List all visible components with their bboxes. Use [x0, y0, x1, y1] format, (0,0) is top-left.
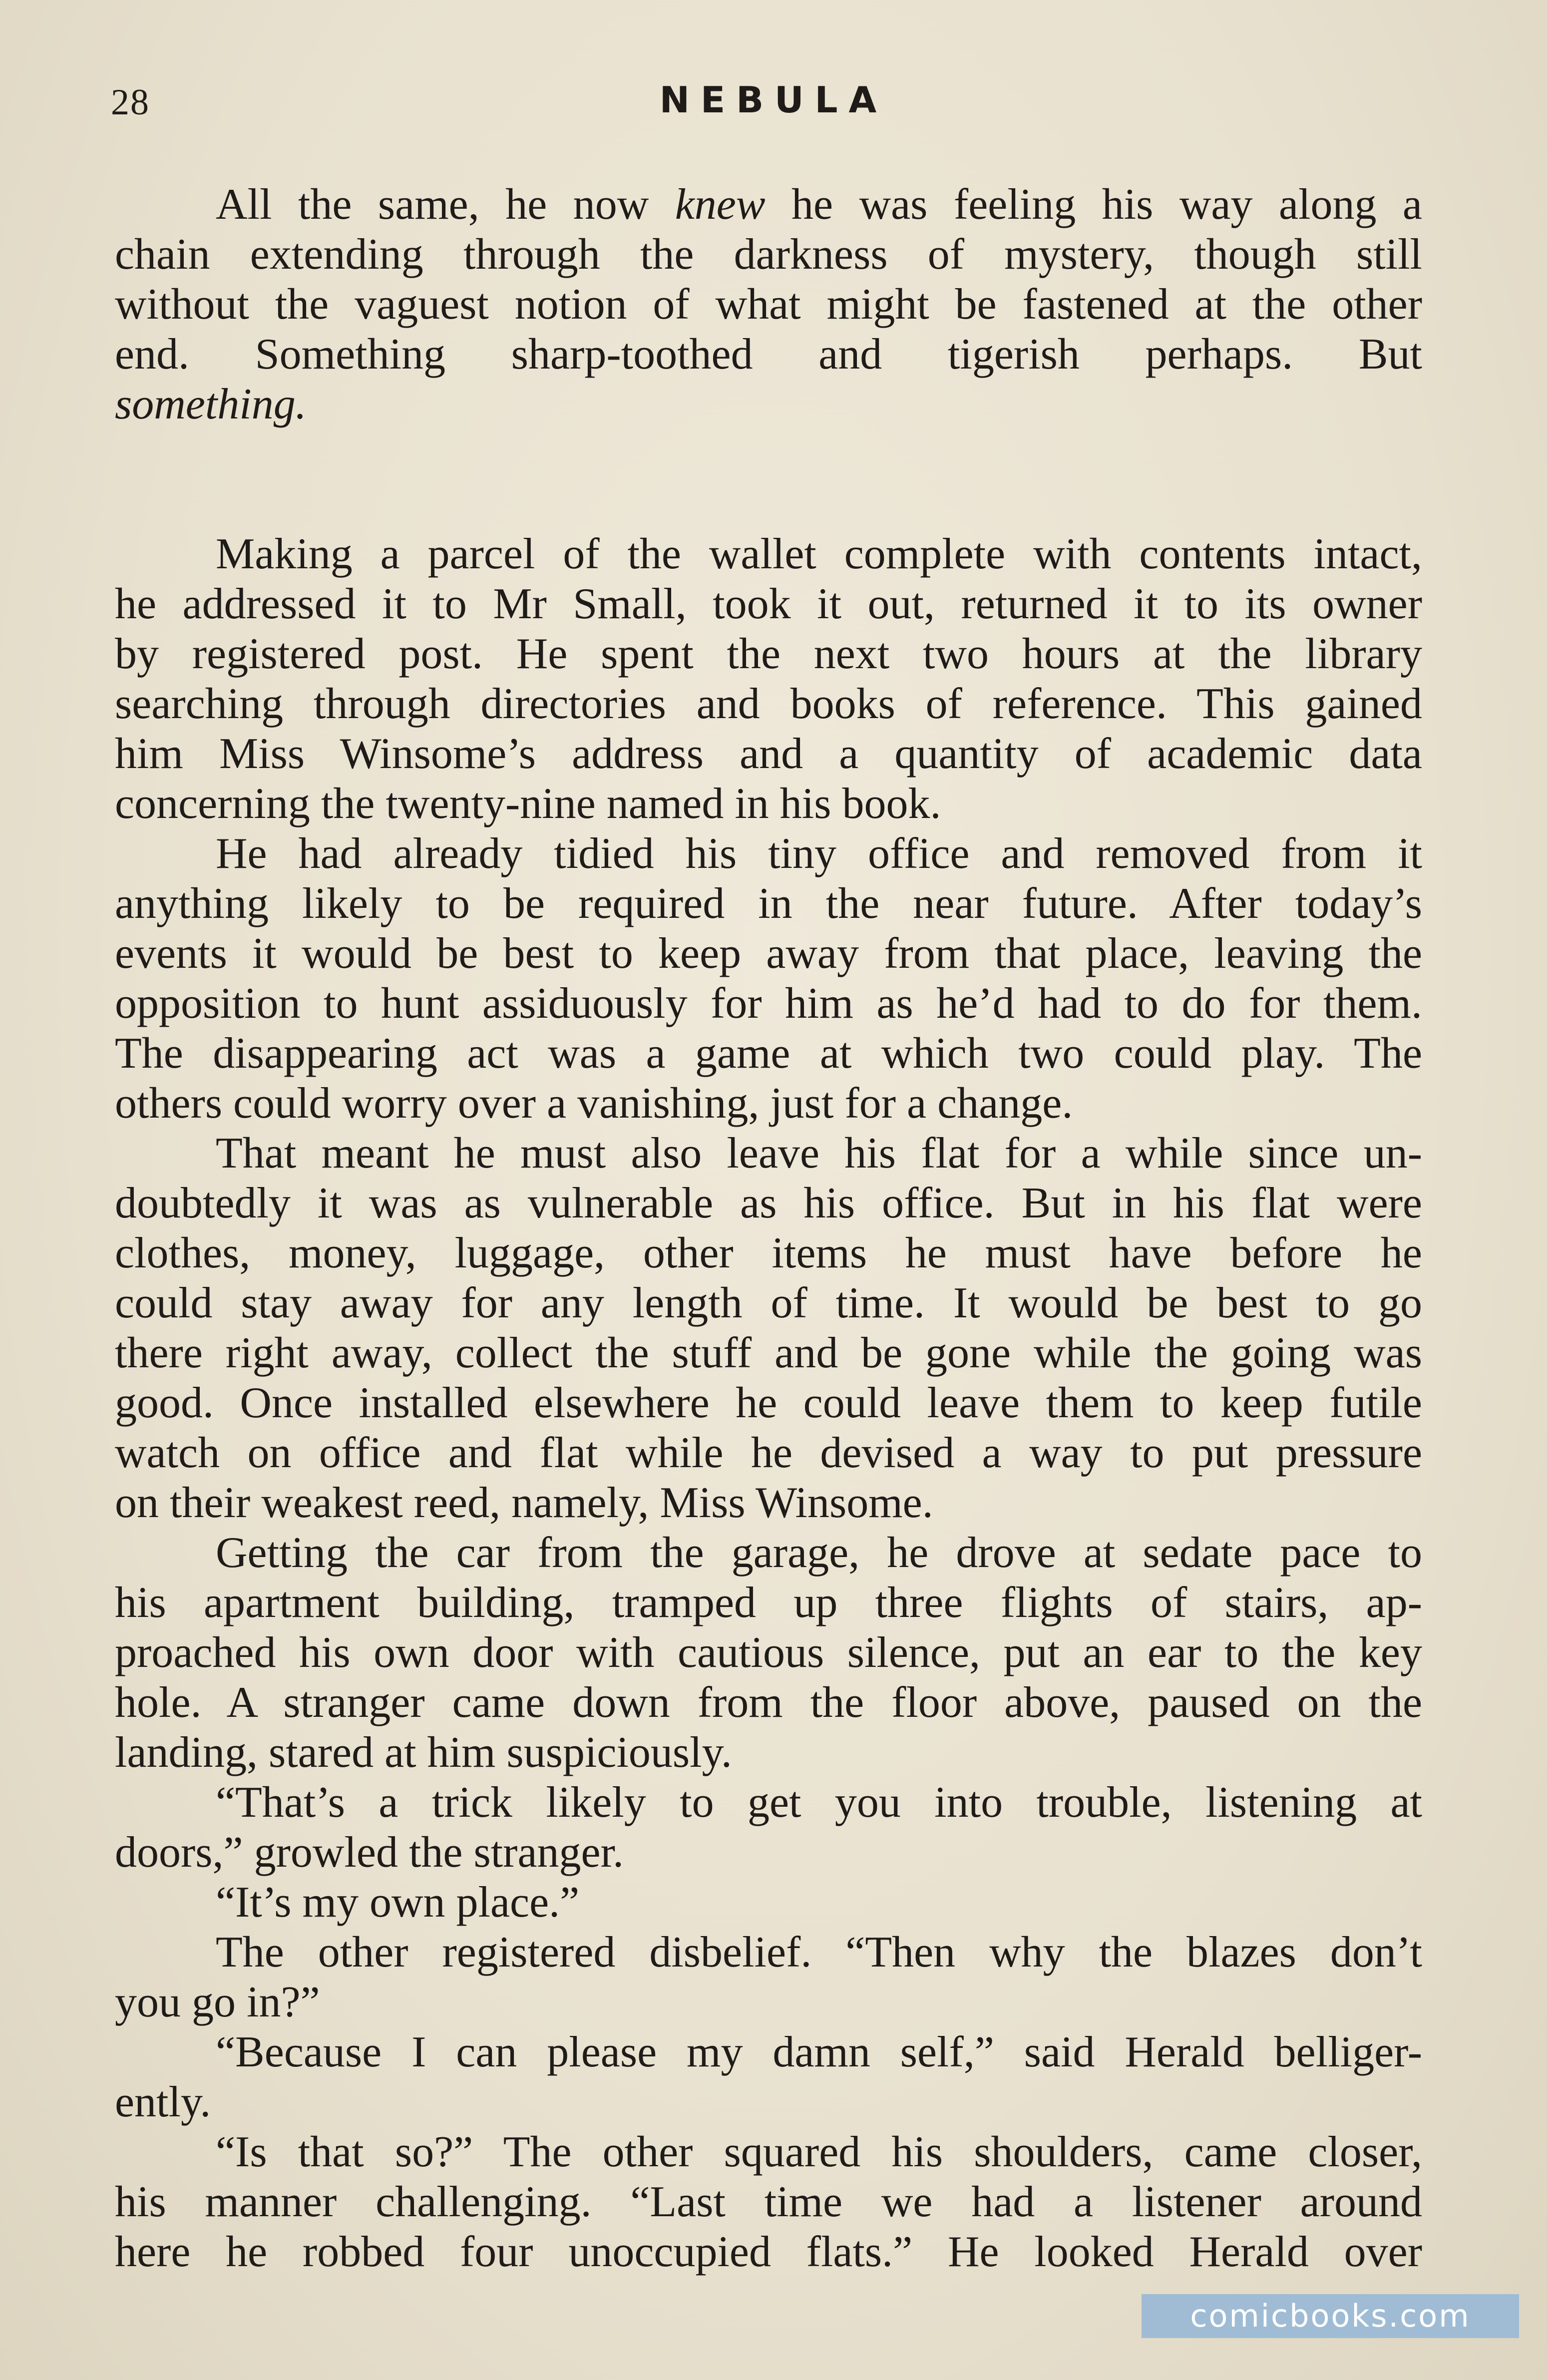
text-line: doubtedly it was as vulnerable as his office. But in his flat were	[115, 1179, 1422, 1227]
text-line: He had already tidied his tiny office and removed from it	[216, 829, 1422, 878]
text-line: something.	[115, 380, 307, 428]
text-line: anything likely to be required in the near future. After today’s	[115, 879, 1422, 928]
text-line: Making a parcel of the wallet complete with contents intact,	[216, 530, 1422, 578]
text-line: good. Once installed elsewhere he could leave them to keep futile	[115, 1379, 1422, 1427]
text-line: he addressed it to Mr Small, took it out, returned it to its owner	[115, 580, 1422, 628]
text-line: by registered post. He spent the next two hours at the library	[115, 630, 1422, 678]
text-line: The disappearing act was a game at which two could play. The	[115, 1029, 1422, 1078]
text-line: could stay away for any length of time. It would be best to go	[115, 1279, 1422, 1327]
text-line: events it would be best to keep away from that place, leaving the	[115, 929, 1422, 978]
text-line: hole. A stranger came down from the floor above, paused on the	[115, 1678, 1422, 1727]
body-text	[115, 180, 1422, 2277]
text-line: without the vaguest notion of what might be fastened at the other	[115, 280, 1422, 329]
text-line: The other registered disbelief. “Then why the blazes don’t	[216, 1928, 1422, 1977]
text-line: concerning the twenty-nine named in his book.	[115, 780, 941, 828]
text-line: on their weakest reed, namely, Miss Winsome.	[115, 1479, 933, 1527]
page-number: 28	[111, 82, 150, 123]
text-line: end. Something sharp-toothed and tigerish perhaps. But	[115, 330, 1422, 379]
text-line: landing, stared at him suspiciously.	[115, 1728, 732, 1777]
text-line: opposition to hunt assiduously for him as he’d had to do for them.	[115, 979, 1422, 1028]
text-line: ently.	[115, 2078, 211, 2126]
text-line: searching through directories and books of reference. This gained	[115, 680, 1422, 728]
text-line: his manner challenging. “Last time we had a listener around	[115, 2178, 1422, 2226]
text-line: others could worry over a vanishing, just for a change.	[115, 1079, 1073, 1128]
text-line: doors,” growled the stranger.	[115, 1828, 624, 1877]
text-line: watch on office and flat while he devised a way to put pressure	[115, 1429, 1422, 1477]
text-line: him Miss Winsome’s address and a quantity of academic data	[115, 730, 1422, 778]
text-line: clothes, money, luggage, other items he must have before he	[115, 1229, 1422, 1277]
text-line: “It’s my own place.”	[216, 1878, 580, 1927]
text-line: his apartment building, tramped up three flights of stairs, ap-	[115, 1579, 1422, 1627]
text-line: “That’s a trick likely to get you into trouble, listening at	[216, 1778, 1422, 1827]
text-line: you go in?”	[115, 1978, 320, 2026]
text-line: chain extending through the darkness of mystery, though still	[115, 230, 1422, 279]
text-line: “Is that so?” The other squared his shoulders, came closer,	[216, 2128, 1422, 2176]
text-line: All the same, he now knew he was feeling his way along a	[216, 180, 1422, 229]
section-break	[115, 429, 1422, 529]
text-line: proached his own door with cautious silence, put an ear to the key	[115, 1628, 1422, 1677]
text-line: Getting the car from the garage, he drove at sedate pace to	[216, 1529, 1422, 1577]
text-line: That meant he must also leave his flat for a while since un-	[216, 1129, 1422, 1178]
watermark: comicbooks.com	[1142, 2294, 1519, 2338]
text-line: “Because I can please my damn self,” said Herald belliger-	[216, 2028, 1422, 2076]
text-line: there right away, collect the stuff and be gone while the going was	[115, 1329, 1422, 1377]
running-title: NEBULA	[659, 79, 888, 121]
text-line: here he robbed four unoccupied flats.” He looked Herald over	[115, 2228, 1422, 2276]
